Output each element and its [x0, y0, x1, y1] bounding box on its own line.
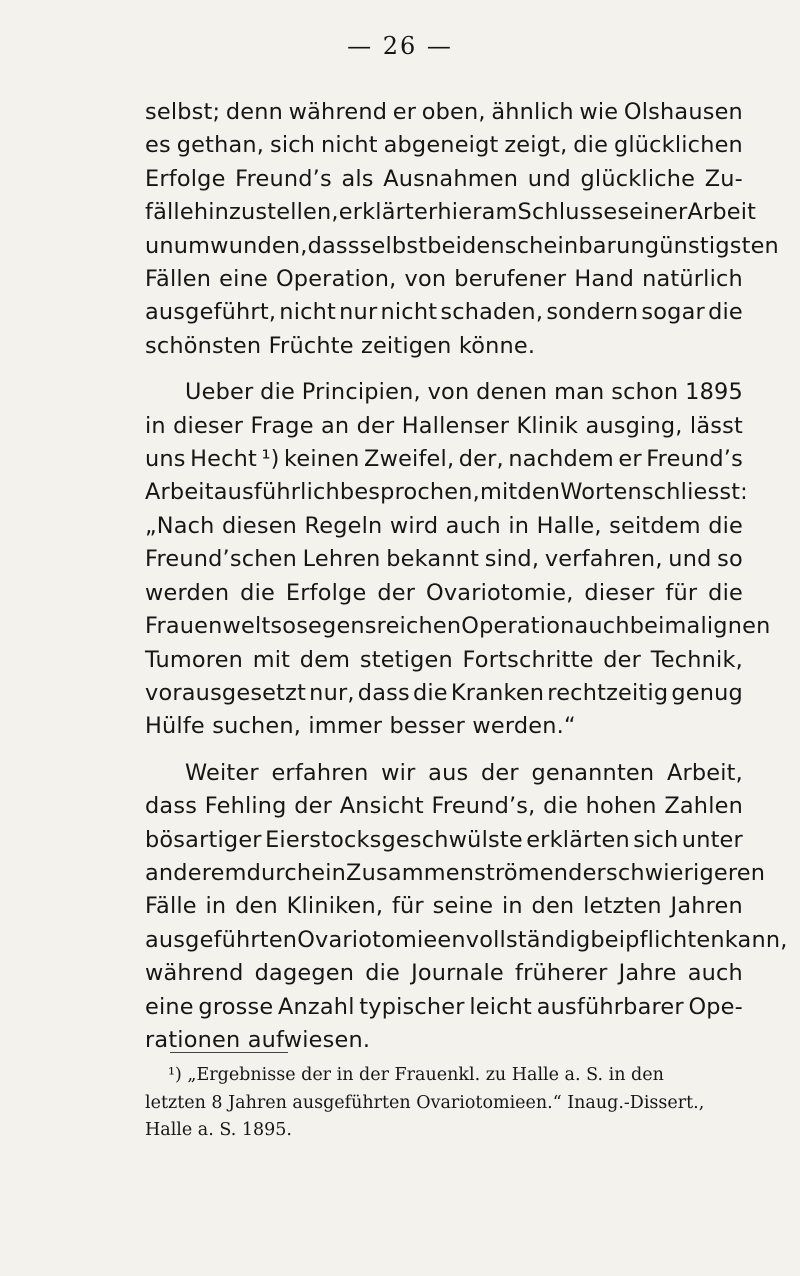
- text-line: Hülfe suchen, immer besser werden.“: [145, 713, 576, 740]
- text-line: Frauenwelt so segensreichen Operation auch bei malignen: [145, 613, 771, 640]
- text-line: selbst; denn während er oben, ähnlich wie Olshausen: [145, 99, 743, 125]
- text-line: ausgeführt, nicht nur nicht schaden, sondern sogar die: [145, 299, 743, 326]
- body-text: [145, 96, 788, 1057]
- text-line: schönsten Früchte zeitigen könne.: [145, 332, 536, 359]
- footnote-line: letzten 8 Jahren ausgeführten Ovariotomieen.“ Inaug.-Dissert.,: [145, 1092, 705, 1113]
- paragraph-3: [145, 757, 788, 1058]
- text-line: bösartiger Eierstocksgeschwülste erklärten sich unter: [145, 826, 743, 853]
- text-line: anderem durch ein Zusammenströmen der schwierigeren: [145, 859, 766, 886]
- footnote-line: Halle a. S. 1895.: [145, 1120, 292, 1140]
- text-line: Erfolge Freund’s als Ausnahmen und glückliche Zu-: [145, 165, 743, 192]
- text-line: ausgeführten Ovariotomieen vollständig beipflichten kann,: [145, 926, 788, 953]
- text-line: fälle hinzustellen, erklärt er hier am Schlusse seiner Arbeit: [145, 199, 757, 226]
- text-line: Freund’schen Lehren bekannt sind, verfahren, und so: [145, 546, 743, 573]
- text-line: Arbeit ausführlich besprochen, mit den Worten schliesst:: [145, 479, 748, 506]
- text-line: Weiter erfahren wir aus der genannten Arbeit,: [185, 759, 743, 786]
- footnote-rule: [170, 1052, 288, 1053]
- footnote-line: ¹) „Ergebnisse der in der Frauenkl. zu Halle a. S. in den: [168, 1065, 664, 1085]
- text-line: es gethan, sich nicht abgeneigt zeigt, die glücklichen: [145, 132, 743, 159]
- paragraph-2: [145, 376, 771, 743]
- text-line: Fälle in den Kliniken, für seine in den letzten Jahren: [145, 893, 743, 920]
- text-line: rationen aufwiesen.: [145, 1026, 371, 1053]
- text-line: während dagegen die Journale früherer Jahre auch: [145, 960, 743, 987]
- text-line: Tumoren mit dem stetigen Fortschritte der Technik,: [145, 646, 743, 673]
- footnote: [145, 1062, 743, 1145]
- text-line: werden die Erfolge der Ovariotomie, dieser für die: [145, 579, 743, 606]
- page-number: — 26 —: [347, 32, 453, 60]
- text-line: unumwunden, dass selbst bei den scheinbar ungünstigsten: [145, 232, 779, 259]
- text-line: Fällen eine Operation, von berufener Hand natürlich: [145, 266, 743, 293]
- paragraph-1: [145, 96, 779, 363]
- text-line: „Nach diesen Regeln wird auch in Halle, seitdem die: [145, 512, 743, 539]
- text-line: uns Hecht ¹) keinen Zweifel, der, nachdem er Freund’s: [145, 446, 743, 473]
- text-line: dass Fehling der Ansicht Freund’s, die hohen Zahlen: [145, 793, 743, 820]
- text-line: Ueber die Principien, von denen man schon 1895: [185, 379, 743, 406]
- text-line: in dieser Frage an der Hallenser Klinik ausging, lässt: [145, 412, 743, 439]
- text-line: vorausgesetzt nur, dass die Kranken rechtzeitig genug: [145, 679, 743, 706]
- text-line: eine grosse Anzahl typischer leicht ausführbarer Ope-: [145, 993, 743, 1020]
